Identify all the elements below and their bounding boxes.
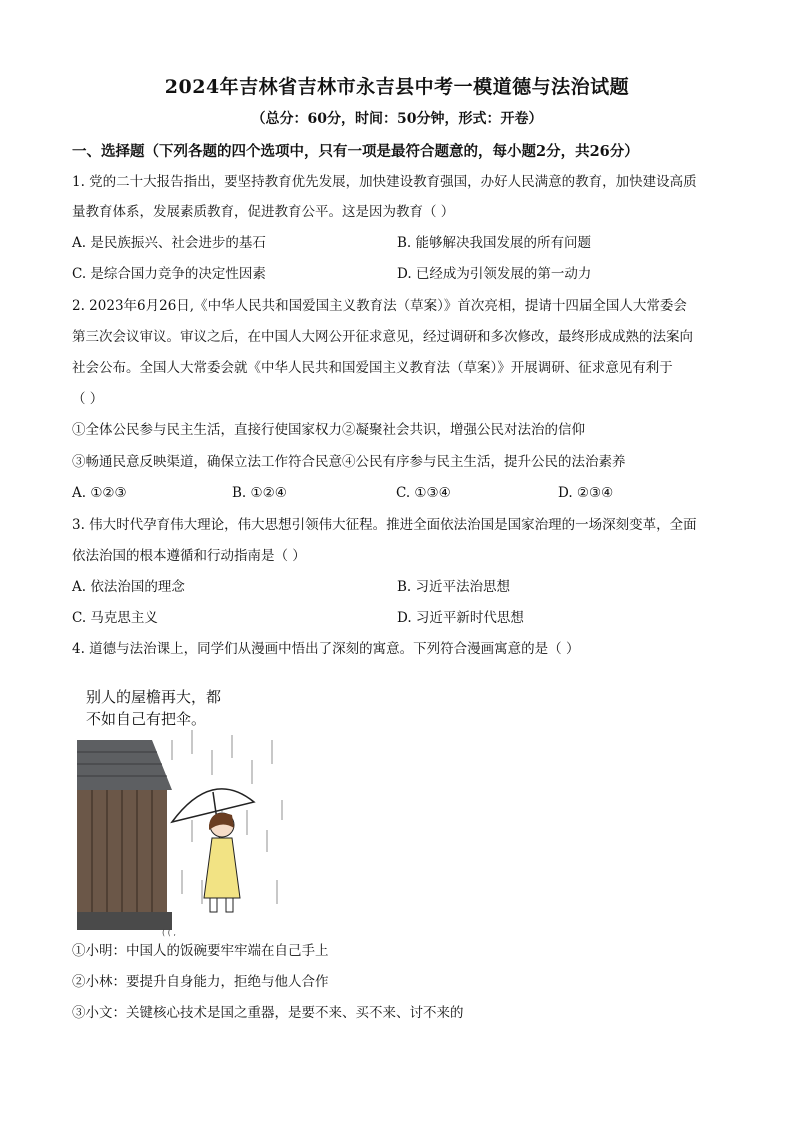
q4-statement-2: ②小林：要提升自身能力，拒绝与他人合作 — [72, 974, 329, 990]
q3-option-a: A. 依法治国的理念 — [72, 579, 185, 595]
roof-shape — [77, 740, 172, 790]
q1-option-a: A. 是民族振兴、社会进步的基石 — [72, 235, 266, 251]
q1-stem-line1: 1. 党的二十大报告指出，要坚持教育优先发展，加快建设教育强国，办好人民满意的教育，加快建设高质 — [72, 174, 697, 190]
q3-stem-line2: 依法治国的根本遵循和行动指南是（ ） — [72, 548, 306, 564]
cartoon-caption-line1: 别人的屋檐再大，都 — [86, 688, 222, 706]
q3-stem-line1: 3. 伟大时代孕育伟大理论，伟大思想引领伟大征程。推进全面依法治国是国家治理的一场深刻变革，全面 — [72, 517, 697, 533]
page-subtitle: （总分：60分，时间：50分钟，形式：开卷） — [251, 111, 543, 127]
q2-option-d: D. ②③④ — [558, 485, 614, 501]
q2-statements-1: ①全体公民参与民主生活，直接行使国家权力②凝聚社会共识，增强公民对法治的信仰 — [72, 422, 585, 438]
q3-option-b: B. 习近平法治思想 — [397, 579, 511, 595]
q4-stem-line1: 4. 道德与法治课上，同学们从漫画中悟出了深刻的寓意。下列符合漫画寓意的是（ ） — [72, 641, 580, 657]
cartoon-image — [72, 680, 292, 940]
house-base — [77, 912, 172, 930]
q2-stem-line3: 社会公布。全国人大常委会就《中华人民共和国爱国主义教育法（草案）》开展调研、征求意见有利于 — [72, 360, 673, 376]
q3-option-d: D. 习近平新时代思想 — [397, 610, 524, 626]
q1-option-d: D. 已经成为引领发展的第一动力 — [397, 266, 592, 282]
section-heading: 一、选择题（下列各题的四个选项中，只有一项是最符合题意的，每小题2分，共26分） — [72, 143, 639, 160]
q2-option-b: B. ①②④ — [232, 485, 287, 501]
svg-text:( ( ,: ( ( , — [162, 928, 176, 937]
q2-option-c: C. ①③④ — [396, 485, 451, 501]
q1-stem-line2: 量教育体系，发展素质教育，促进教育公平。这是因为教育（ ） — [72, 204, 455, 220]
q2-stem-line2: 第三次会议审议。审议之后，在中国人大网公开征求意见，经过调研和多次修改，最终形成成熟的法案向 — [72, 329, 693, 345]
q2-stem-line1: 2. 2023年6月26日,《中华人民共和国爱国主义教育法（草案）》首次亮相，提请十四届全国人大常委会 — [72, 298, 687, 314]
q4-statement-1: ①小明：中国人的饭碗要牢牢端在自己手上 — [72, 943, 329, 959]
q2-stem-line4: （ ） — [72, 391, 104, 407]
cartoon-caption-line2: 不如自己有把伞。 — [86, 710, 207, 728]
q1-option-c: C. 是综合国力竞争的决定性因素 — [72, 266, 266, 282]
girl-raincoat — [204, 838, 240, 898]
page-title: 2024年吉林省吉林市永吉县中考一模道德与法治试题 — [164, 76, 630, 98]
q3-option-c: C. 马克思主义 — [72, 610, 158, 626]
q4-statement-3: ③小文：关键核心技术是国之重器，是要不来、买不来、讨不来的 — [72, 1005, 464, 1021]
q2-option-a: A. ①②③ — [72, 485, 127, 501]
q1-option-b: B. 能够解决我国发展的所有问题 — [397, 235, 592, 251]
q2-statements-2: ③畅通民意反映渠道，确保立法工作符合民意④公民有序参与民主生活，提升公民的法治素养 — [72, 454, 626, 470]
